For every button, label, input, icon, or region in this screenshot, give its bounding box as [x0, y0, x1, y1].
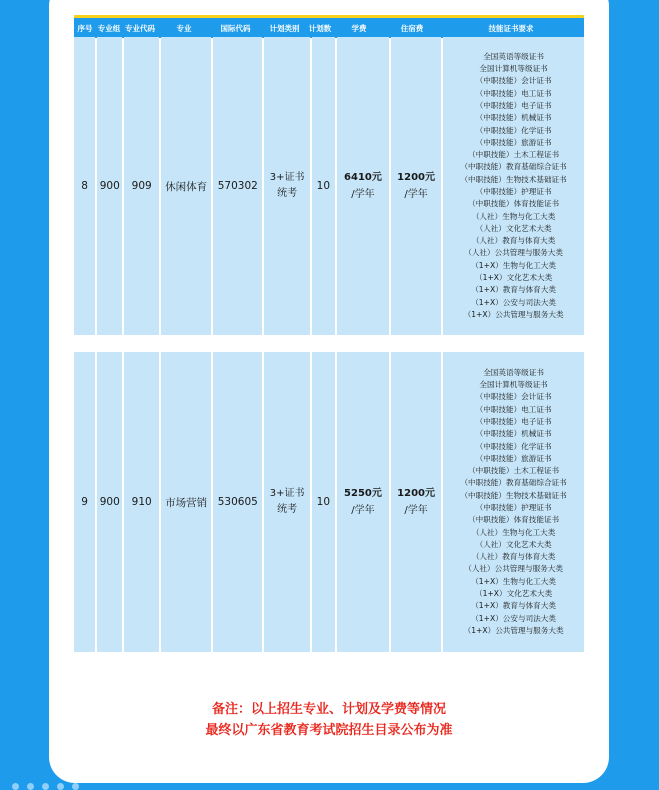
cert-item: 全国计算机等级证书	[479, 380, 548, 390]
cert-item: （1+X）教育与体育大类	[471, 601, 556, 611]
cert-item: （中职技能）护理证书	[475, 187, 552, 196]
cert-item: （中职技能）电工证书	[475, 404, 552, 414]
cert-item: （中职技能）教育基础综合证书	[460, 478, 567, 488]
cert-item: 全国计算机等级证书	[479, 64, 548, 74]
table-row	[74, 352, 584, 652]
lodging-fee: 1200元 /学年	[391, 37, 441, 335]
cert-item: （中职技能）教育基础综合证书	[460, 162, 567, 172]
cert-item: （中职技能）会计证书	[475, 392, 552, 402]
major-code: 909	[124, 37, 159, 335]
plan-type: 3+证书 统考	[264, 37, 309, 335]
header-cell: 国际代码	[220, 23, 251, 33]
cert-item: （中职技能）电子证书	[475, 416, 552, 426]
header-cell: 专业组	[97, 23, 121, 33]
tuition: 6410元 /学年	[337, 37, 389, 335]
cert-item: （中职技能）体育技能证书	[468, 199, 560, 209]
cert-item: （人社）文化艺术大类	[475, 223, 552, 233]
cert-item: （1+X）文化艺术大类	[475, 273, 553, 283]
major-name: 市场营销	[161, 352, 211, 652]
footnote-line2: 最终以广东省教育考试院招生目录公布为准	[205, 723, 453, 738]
header-cell: 序号	[77, 23, 93, 33]
footnote-line1: 备注：以上招生专业、计划及学费等情况	[211, 702, 446, 717]
major-name: 休闲体育	[161, 37, 211, 335]
intl-code: 530605	[213, 352, 262, 652]
cert-item: （人社）教育与体育大类	[471, 236, 556, 246]
cert-item: （1+X）公安与司法大类	[471, 297, 556, 307]
row-number: 8	[74, 37, 95, 335]
decorative-dots	[12, 783, 79, 790]
table-row	[74, 37, 584, 335]
cert-item: （人社）文化艺术大类	[475, 539, 552, 549]
cert-item: （中职技能）护理证书	[475, 503, 552, 512]
lodging-fee: 1200元 /学年	[391, 352, 441, 652]
cert-item: （中职技能）化学证书	[475, 441, 552, 451]
header-cell: 计划数	[308, 23, 332, 33]
major-group: 900	[97, 37, 122, 335]
cert-item: （人社）生物与化工大类	[471, 527, 556, 537]
cert-item: （中职技能）机械证书	[475, 429, 552, 439]
tuition: 5250元 /学年	[337, 352, 389, 652]
cert-item: （中职技能）土木工程证书	[468, 150, 560, 160]
cert-item: （人社）公共管理与服务大类	[464, 248, 563, 258]
plan-count: 10	[312, 37, 335, 335]
cert-item: （中职技能）生物技术基础证书	[460, 174, 567, 184]
plan-type: 3+证书 统考	[264, 352, 309, 652]
cert-item: （1+X）生物与化工大类	[471, 260, 556, 270]
cert-item: （中职技能）旅游证书	[475, 137, 552, 147]
major-code: 910	[124, 352, 159, 652]
plan-count: 10	[312, 352, 335, 652]
header-cell: 技能证书要求	[488, 23, 534, 33]
cert-item: 全国英语等级证书	[483, 51, 544, 61]
cert-item: （中职技能）电子证书	[475, 100, 552, 110]
cert-requirements	[443, 352, 584, 652]
cert-item: （中职技能）电工证书	[475, 88, 552, 98]
cert-item: （1+X）文化艺术大类	[475, 589, 553, 599]
cert-item: 全国英语等级证书	[483, 367, 544, 377]
cert-item: （1+X）公共管理与服务大类	[463, 309, 564, 319]
header-cell: 计划类别	[269, 23, 300, 33]
intl-code: 570302	[213, 37, 262, 335]
footnote	[74, 699, 584, 741]
cert-item: （中职技能）土木工程证书	[468, 466, 560, 476]
header-cell: 学费	[351, 23, 367, 33]
cert-requirements	[443, 37, 584, 335]
cert-item: （人社）教育与体育大类	[471, 552, 556, 562]
cert-item: （1+X）公共管理与服务大类	[463, 625, 564, 635]
cert-item: （1+X）教育与体育大类	[471, 285, 556, 295]
header-cell: 住宿费	[400, 23, 424, 33]
row-number: 9	[74, 352, 95, 652]
cert-item: （中职技能）旅游证书	[475, 453, 552, 463]
cert-item: （中职技能）机械证书	[475, 113, 552, 123]
cert-item: （人社）公共管理与服务大类	[464, 564, 563, 574]
cert-item: （人社）生物与化工大类	[471, 211, 556, 221]
table-header	[74, 15, 584, 38]
cert-item: （中职技能）会计证书	[475, 76, 552, 86]
cert-item: （中职技能）体育技能证书	[468, 515, 560, 525]
cert-item: （1+X）公安与司法大类	[471, 613, 556, 623]
header-cell: 专业代码	[125, 23, 155, 33]
major-group: 900	[97, 352, 122, 652]
cert-item: （1+X）生物与化工大类	[471, 576, 556, 586]
cert-item: （中职技能）生物技术基础证书	[460, 490, 567, 500]
header-cell: 专业	[176, 23, 192, 33]
cert-item: （中职技能）化学证书	[475, 125, 552, 135]
